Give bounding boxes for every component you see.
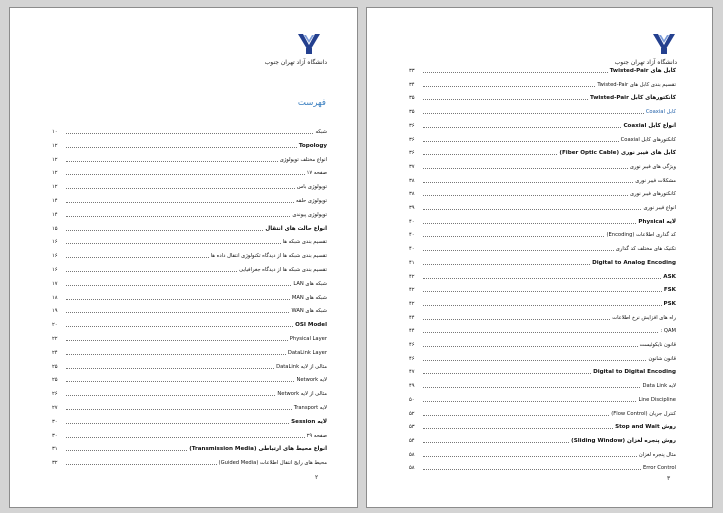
toc-dot-leader bbox=[423, 71, 608, 73]
toc-page-number: ۳۴ bbox=[409, 81, 415, 88]
toc-dot-leader bbox=[66, 449, 187, 451]
toc-page-number: ۱۶ bbox=[52, 253, 58, 260]
toc-entry-title: مثالی از لایه DataLink bbox=[276, 363, 327, 370]
toc-page-number: ۵۳ bbox=[409, 424, 415, 431]
toc-entry-title: کد گذاری اطلاعات (Encoding) bbox=[606, 232, 676, 239]
toc-entry-title: شبکه های MAN bbox=[291, 294, 327, 301]
toc-dot-leader bbox=[66, 270, 237, 272]
toc-entry[interactable] bbox=[409, 462, 676, 471]
toc-page-number: ۲۷ bbox=[52, 405, 58, 411]
toc-entry-title: لایه Transport bbox=[293, 405, 327, 411]
toc-entry[interactable] bbox=[409, 216, 676, 225]
toc-entry-title: شبکه bbox=[315, 129, 327, 135]
toc-page-number: ۵۰ bbox=[409, 396, 415, 403]
page-number: ۳ bbox=[667, 475, 671, 482]
toc-entry-title: Line Discipline bbox=[638, 396, 676, 403]
toc-entry[interactable] bbox=[52, 416, 327, 425]
toc-entry[interactable] bbox=[409, 435, 676, 444]
toc-entry-title: صفحه ۱۷ bbox=[306, 170, 327, 177]
toc-entry-title: QAM : bbox=[660, 328, 676, 335]
toc-entry-title: کابل های فیبر نوری (Fiber Optic Cable) bbox=[559, 150, 676, 157]
toc-dot-leader bbox=[66, 215, 290, 217]
toc-entry[interactable] bbox=[52, 305, 327, 314]
toc-entry[interactable] bbox=[52, 140, 327, 149]
toc-entry[interactable] bbox=[409, 188, 676, 197]
toc-entry-title: لایه Network bbox=[296, 377, 327, 384]
toc-entry-title: کابل های Twisted-Pair bbox=[609, 68, 676, 74]
toc-page-number: ۳۰ bbox=[52, 432, 58, 439]
toc-entry[interactable] bbox=[409, 161, 676, 170]
toc-entry[interactable] bbox=[409, 339, 676, 348]
toc-entry[interactable] bbox=[409, 449, 676, 458]
toc-entry[interactable] bbox=[409, 92, 676, 101]
toc-entry[interactable] bbox=[52, 361, 327, 370]
toc-dot-leader bbox=[66, 422, 289, 424]
toc-dot-leader bbox=[66, 146, 297, 148]
toc-dot-leader bbox=[423, 345, 638, 347]
toc-dot-leader bbox=[66, 339, 288, 341]
toc-page-number: ۲۵ bbox=[52, 377, 58, 384]
toc-entry-title: تقسیم بندی شبکه ها از دیدگاه تکنولوژی انتقال داده ها bbox=[210, 253, 327, 260]
toc-dot-leader bbox=[423, 126, 621, 128]
toc-entry[interactable] bbox=[409, 65, 676, 74]
toc-page-number: ۴۱ bbox=[409, 259, 415, 266]
toc-dot-leader bbox=[423, 304, 662, 306]
university-name: دانشگاه آزاد تهران جنوب bbox=[614, 59, 677, 66]
toc-dot-leader bbox=[423, 235, 604, 237]
toc-entry-title: لایه Session bbox=[291, 418, 327, 425]
toc-entry-title: کنترل جریان (Flow Control) bbox=[611, 410, 676, 417]
toc-page-number: ۳۶ bbox=[409, 136, 415, 143]
toc-dot-leader bbox=[66, 353, 286, 355]
toc-entry[interactable] bbox=[52, 457, 327, 466]
toc-entry[interactable] bbox=[52, 264, 327, 273]
toc-entry[interactable] bbox=[52, 347, 327, 356]
toc-dot-leader bbox=[66, 160, 278, 162]
toc-entry-title: مثالی از لایه Network bbox=[277, 391, 327, 398]
toc-page-number: ۴۴ bbox=[409, 328, 415, 335]
toc-page-number: ۱۲ bbox=[52, 142, 58, 149]
toc-title: فهرست bbox=[297, 98, 326, 108]
toc-entry[interactable] bbox=[52, 402, 327, 411]
toc-dot-leader bbox=[423, 263, 590, 265]
toc-entry-title: مشکلات فیبر نوری bbox=[635, 177, 676, 184]
toc-page-number: ۵۸ bbox=[409, 451, 415, 458]
toc-entry[interactable] bbox=[409, 257, 676, 266]
toc-dot-leader bbox=[423, 85, 595, 87]
toc-entry-title: شبکه های LAN bbox=[293, 280, 327, 287]
toc-entry-title: DataLink Layer bbox=[287, 349, 327, 356]
toc-entry-title: قانون نایکوئیست bbox=[639, 342, 676, 348]
toc-dot-leader bbox=[423, 112, 644, 114]
toc-entry[interactable] bbox=[52, 126, 327, 135]
toc-dot-leader bbox=[66, 325, 293, 327]
toc-dot-leader bbox=[423, 222, 636, 224]
toc-dot-leader bbox=[423, 208, 641, 210]
toc-dot-leader bbox=[423, 277, 661, 279]
toc-entry-title: کانکتورهای کابل Coaxial bbox=[620, 136, 676, 143]
toc-entry[interactable] bbox=[409, 366, 676, 375]
toc-entry-title: Topology bbox=[298, 142, 327, 149]
toc-page-number: ۵۸ bbox=[409, 465, 415, 472]
toc-page-number: ۱۷ bbox=[52, 280, 58, 287]
toc-page-number: ۴۹ bbox=[409, 383, 415, 390]
toc-entry-title: تکنیک های مختلف کد گذاری bbox=[615, 246, 676, 253]
toc-page-number: ۱۲ bbox=[52, 156, 58, 163]
toc-entry[interactable] bbox=[409, 106, 676, 115]
toc-entry[interactable] bbox=[52, 195, 327, 204]
toc-dot-leader bbox=[66, 463, 217, 465]
toc-entry[interactable] bbox=[409, 312, 676, 321]
toc-entry[interactable] bbox=[52, 388, 327, 397]
toc-page-number: ۱۶ bbox=[52, 267, 58, 273]
toc-entry[interactable] bbox=[409, 408, 676, 417]
toc-dot-leader bbox=[66, 311, 289, 313]
toc-entry-title: PSK bbox=[663, 300, 676, 307]
toc-page-number: ۴۰ bbox=[409, 232, 415, 239]
toc-dot-leader bbox=[66, 284, 291, 286]
toc-page-number: ۱۰ bbox=[52, 129, 58, 135]
toc-page-number: ۳۵ bbox=[409, 109, 415, 116]
toc-entry[interactable] bbox=[52, 181, 327, 190]
toc-page-number: ۲۲ bbox=[52, 336, 58, 342]
toc-entry-title: انواع حالت های انتقال bbox=[265, 225, 327, 232]
toc-entry[interactable] bbox=[409, 298, 676, 307]
toc-dot-leader bbox=[66, 229, 263, 231]
toc-dot-leader bbox=[423, 427, 613, 429]
toc-entry[interactable] bbox=[52, 278, 327, 287]
toc-dot-leader bbox=[423, 359, 646, 361]
toc-entry[interactable] bbox=[52, 154, 327, 163]
toc-entry-title: تقسیم بندی کابل های Twisted-Pair bbox=[597, 81, 676, 88]
toc-entry-title: Physical Layer bbox=[289, 336, 327, 342]
toc-dot-leader bbox=[423, 331, 658, 333]
toc-page-number: ۴۲ bbox=[409, 273, 415, 280]
toc-page-number: ۱۲ bbox=[52, 170, 58, 177]
toc-entry[interactable] bbox=[409, 421, 676, 430]
toc-entry-title: انواع محیط های ارتباطی (Transmission Media) bbox=[189, 446, 327, 453]
toc-entry-title: Digital to Analog Encoding bbox=[592, 259, 676, 266]
university-name: دانشگاه آزاد تهران جنوب bbox=[264, 59, 327, 66]
toc-dot-leader bbox=[66, 408, 292, 410]
toc-entry-title: انواع فیبر نوری bbox=[643, 205, 676, 211]
toc-page-number: ۳۸ bbox=[409, 191, 415, 198]
toc-dot-leader bbox=[66, 256, 209, 258]
toc-page-number: ۱۹ bbox=[52, 308, 58, 315]
toc-entry[interactable] bbox=[409, 243, 676, 252]
toc-page-number: ۳۰ bbox=[52, 418, 58, 425]
toc-dot-leader bbox=[66, 436, 305, 438]
toc-entry[interactable] bbox=[52, 236, 327, 245]
toc-entry-title: OSI Model bbox=[295, 322, 327, 329]
toc-entry-title: لایه Data Link bbox=[642, 383, 676, 390]
toc-entry[interactable] bbox=[409, 120, 676, 129]
toc-entry-title: تقسیم بندی شبکه ها bbox=[282, 239, 327, 246]
toc-entry-title: کانکتورهای فیبر نوری bbox=[630, 191, 676, 198]
toc-page-number: ۴۲ bbox=[409, 300, 415, 307]
toc-entry-title: ویژگی های فیبر نوری bbox=[629, 163, 676, 170]
toc-entry-title: صفحه ۲۹ bbox=[306, 432, 327, 439]
toc-entry-title: محیط های رایج انتقال اطلاعات (Guided Media) bbox=[218, 460, 327, 467]
toc-entry[interactable] bbox=[409, 202, 676, 211]
toc-dot-leader bbox=[423, 167, 628, 169]
toc-entry[interactable] bbox=[409, 134, 676, 143]
toc-page-number: ۵۴ bbox=[409, 437, 415, 444]
university-logo-icon bbox=[652, 33, 676, 55]
toc-dot-leader bbox=[66, 242, 281, 244]
toc-entry-title: توپولوژی حلقه bbox=[295, 198, 327, 204]
toc-entry[interactable] bbox=[409, 147, 676, 156]
toc-dot-leader bbox=[423, 98, 588, 100]
toc-page-number: ۴۴ bbox=[409, 314, 415, 321]
page-number: ۲ bbox=[315, 474, 319, 481]
toc-entry-title: راه های افزایش نرخ اطلاعات bbox=[612, 314, 676, 321]
toc-dot-leader bbox=[423, 290, 662, 292]
toc-page-number: ۳۶ bbox=[409, 122, 415, 129]
toc-page-number: ۴۶ bbox=[409, 342, 415, 348]
toc-entry[interactable] bbox=[52, 223, 327, 232]
toc-dot-leader bbox=[423, 194, 628, 196]
toc-entry-title: کابل Coaxial bbox=[645, 109, 676, 116]
toc-entry-title: Digital to Digital Encoding bbox=[593, 369, 676, 376]
toc-entry-title: قانون شانون bbox=[648, 355, 676, 362]
toc-page-number: ۱۶ bbox=[52, 239, 58, 246]
toc-dot-leader bbox=[423, 372, 591, 374]
left-page bbox=[9, 7, 358, 508]
toc-dot-leader bbox=[66, 173, 305, 175]
toc-entry[interactable] bbox=[52, 333, 327, 342]
toc-entry-title: توپولوژی پیوندی bbox=[292, 211, 327, 218]
toc-page-number: ۱۸ bbox=[52, 294, 58, 301]
toc-entry-title: لایه Physical bbox=[638, 218, 676, 225]
toc-dot-leader bbox=[423, 400, 636, 402]
toc-entry-title: ASK bbox=[663, 273, 676, 280]
toc-page-number: ۳۹ bbox=[409, 205, 415, 211]
toc-entry[interactable] bbox=[52, 167, 327, 176]
university-logo-icon bbox=[297, 33, 321, 55]
toc-entry[interactable] bbox=[409, 284, 676, 293]
toc-dot-leader bbox=[423, 318, 610, 320]
toc-dot-leader bbox=[66, 201, 294, 203]
toc-page-number: ۳۱ bbox=[52, 446, 58, 453]
toc-page-number: ۲۴ bbox=[52, 349, 58, 356]
toc-dot-leader bbox=[66, 394, 275, 396]
toc-entry[interactable] bbox=[409, 394, 676, 403]
toc-page-number: ۲۰ bbox=[52, 322, 58, 329]
right-page bbox=[366, 7, 713, 508]
toc-entry[interactable] bbox=[52, 292, 327, 301]
toc-entry-title: روش Stop and Wait bbox=[615, 424, 676, 431]
toc-entry-title: انواع مختلف توپولوژی bbox=[279, 156, 327, 163]
toc-entry[interactable] bbox=[52, 250, 327, 259]
toc-page-number: ۳۷ bbox=[409, 163, 415, 170]
toc-dot-leader bbox=[66, 298, 290, 300]
toc-entry[interactable] bbox=[409, 79, 676, 88]
toc-entry-title: مثال پنجره لغزان bbox=[638, 451, 676, 458]
toc-page-number: ۴۲ bbox=[409, 287, 415, 294]
toc-entry[interactable] bbox=[52, 443, 327, 452]
toc-entry[interactable] bbox=[409, 229, 676, 238]
toc-page-number: ۳۶ bbox=[409, 150, 415, 157]
toc-page-number: ۱۵ bbox=[52, 225, 58, 232]
toc-entry-title: FSK bbox=[663, 287, 676, 294]
toc-dot-leader bbox=[66, 367, 274, 369]
toc-page-number: ۳۵ bbox=[409, 95, 415, 102]
toc-entry-title: انواع کابل Coaxial bbox=[623, 122, 676, 129]
toc-dot-leader bbox=[423, 441, 569, 443]
toc-entry-title: شبکه های WAN bbox=[291, 308, 327, 315]
toc-page-number: ۱۲ bbox=[52, 184, 58, 191]
toc-entry[interactable] bbox=[409, 175, 676, 184]
toc-entry[interactable] bbox=[52, 209, 327, 218]
toc-entry[interactable] bbox=[409, 380, 676, 389]
toc-page-number: ۳۸ bbox=[409, 177, 415, 184]
toc-dot-leader bbox=[423, 414, 609, 416]
toc-entry-title: توپولوژی باس bbox=[296, 184, 327, 191]
toc-entry-title: روش پنجره لغزان (Sliding Window) bbox=[571, 437, 676, 444]
toc-dot-leader bbox=[423, 249, 614, 251]
toc-dot-leader bbox=[423, 386, 640, 388]
toc-dot-leader bbox=[66, 132, 313, 134]
toc-entry[interactable] bbox=[52, 319, 327, 328]
toc-dot-leader bbox=[423, 468, 641, 470]
toc-entry[interactable] bbox=[52, 430, 327, 439]
toc-entry[interactable] bbox=[52, 374, 327, 383]
toc-dot-leader bbox=[423, 140, 619, 142]
toc-entry-title: Error Control bbox=[642, 465, 676, 472]
toc-page-number: ۵۲ bbox=[409, 410, 415, 417]
toc-dot-leader bbox=[66, 187, 295, 189]
toc-page-number: ۴۷ bbox=[409, 369, 415, 376]
toc-page-number: ۲۵ bbox=[52, 363, 58, 370]
toc-page-number: ۴۰ bbox=[409, 246, 415, 253]
toc-page-number: ۳۲ bbox=[52, 460, 58, 467]
toc-page-number: ۴۰ bbox=[409, 218, 415, 225]
toc-page-number: ۲۶ bbox=[52, 391, 58, 398]
toc-entry[interactable] bbox=[409, 271, 676, 280]
toc-page-number: ۴۶ bbox=[409, 355, 415, 362]
toc-dot-leader bbox=[423, 181, 633, 183]
toc-page-number: ۳۳ bbox=[409, 68, 415, 74]
toc-entry[interactable] bbox=[409, 325, 676, 334]
toc-entry-title: کانکتورهای کابل Twisted-Pair bbox=[590, 95, 676, 102]
toc-entry-title: تقسیم بندی شبکه ها از دیدگاه جغرافیایی bbox=[239, 267, 327, 273]
toc-dot-leader bbox=[66, 380, 294, 382]
toc-dot-leader bbox=[423, 153, 557, 155]
toc-page-number: ۱۴ bbox=[52, 198, 58, 204]
toc-dot-leader bbox=[423, 455, 637, 457]
toc-entry[interactable] bbox=[409, 353, 676, 362]
toc-page-number: ۱۴ bbox=[52, 211, 58, 218]
